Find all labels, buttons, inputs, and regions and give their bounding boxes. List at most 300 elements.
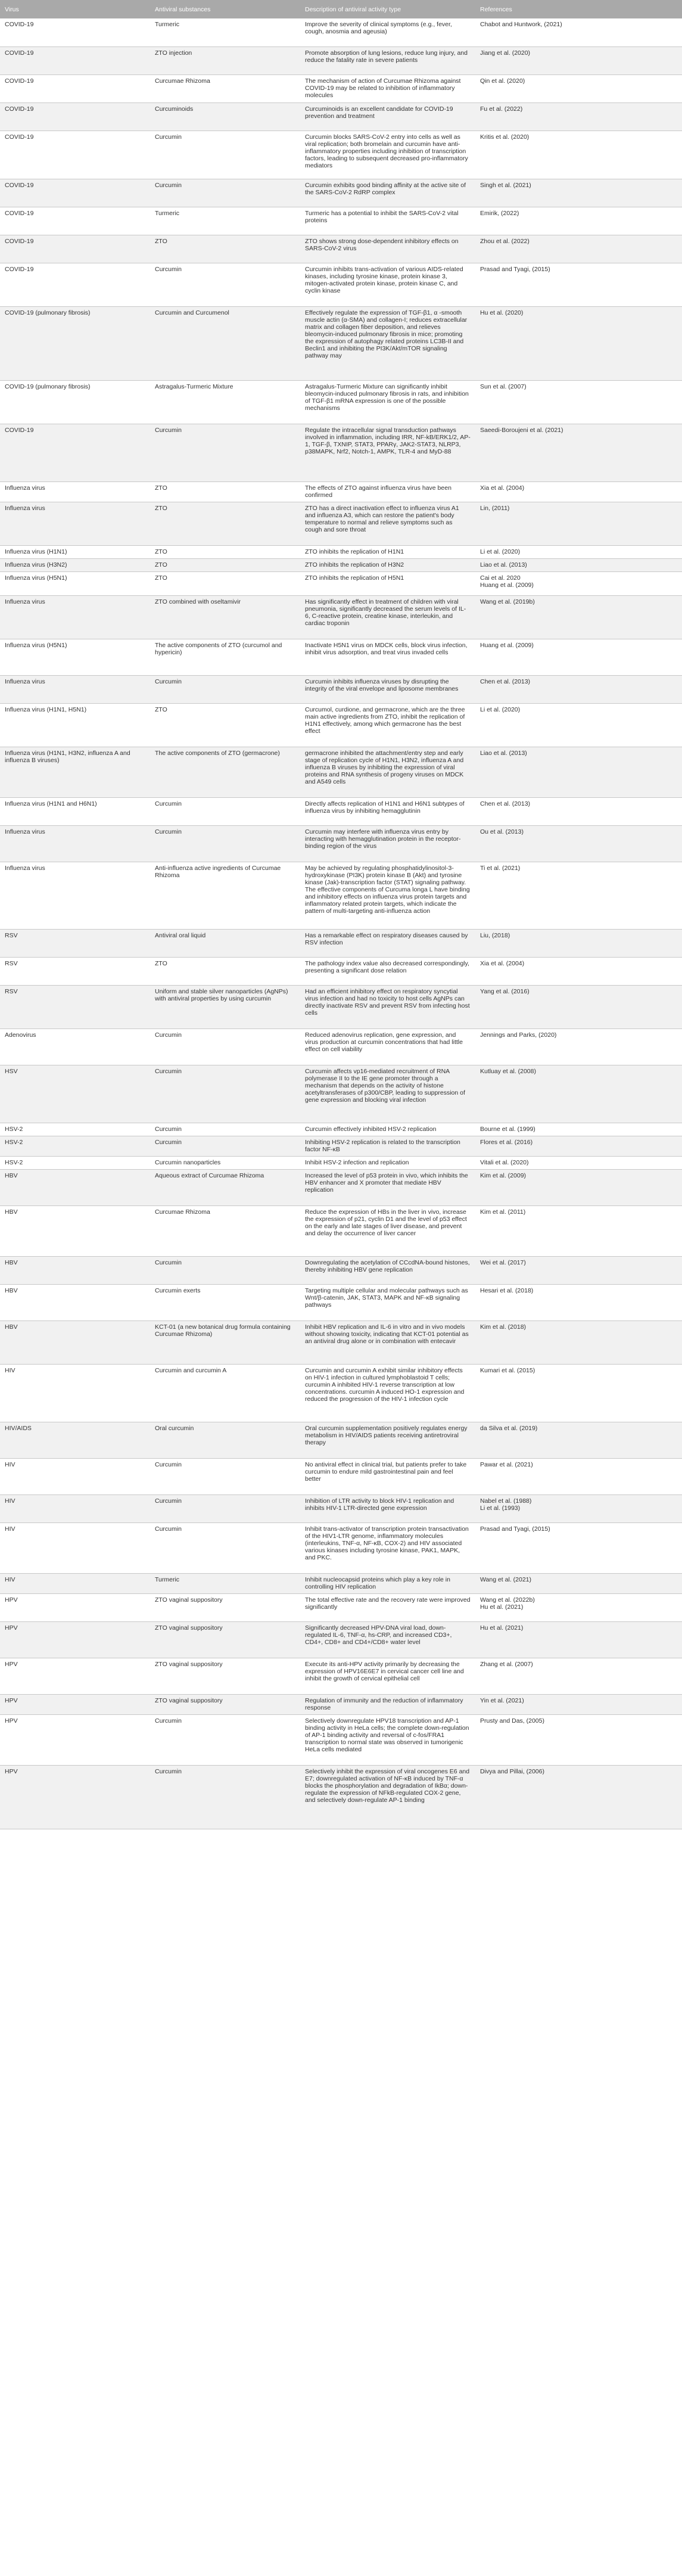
cell-virus: Influenza virus (H1N1 and H6N1) bbox=[0, 797, 150, 825]
cell-virus: HBV bbox=[0, 1256, 150, 1284]
cell-virus: Influenza virus (H1N1) bbox=[0, 545, 150, 558]
table-row bbox=[0, 74, 682, 102]
cell-references bbox=[475, 207, 682, 235]
cell-references bbox=[475, 18, 682, 46]
cell-substance: Curcumin bbox=[150, 1028, 300, 1065]
cell-description: ZTO shows strong dose-dependent inhibitory effects on SARS-CoV-2 virus bbox=[300, 235, 475, 263]
cell-references bbox=[475, 1494, 682, 1522]
table-row bbox=[0, 675, 682, 703]
cell-description: germacrone inhibited the attachment/entry step and early stage of replication cycle of H1N1, H3N2, influenza A and influenza B viruses by inhibiting the expression of viral proteins and RNA synthesis of progeny viruses on MDCK and A549 cells bbox=[300, 747, 475, 797]
cell-description: Astragalus-Turmeric Mixture can significantly inhibit bleomycin-induced pulmonary fibrosis in rats, and inhibition of TGF-β1 mRNA expression is one of the possible mechanisms bbox=[300, 380, 475, 424]
reference-link[interactable]: Yang et al. (2016) bbox=[480, 987, 530, 995]
cell-substance: Curcumin bbox=[150, 825, 300, 862]
cell-virus: Influenza virus bbox=[0, 825, 150, 862]
cell-substance: ZTO vaginal suppository bbox=[150, 1658, 300, 1694]
table-body bbox=[0, 18, 682, 1829]
cell-references bbox=[475, 1458, 682, 1494]
cell-virus: COVID-19 bbox=[0, 424, 150, 481]
cell-references bbox=[475, 1621, 682, 1658]
table-row bbox=[0, 571, 682, 595]
reference-link[interactable]: Jiang et al. (2020) bbox=[480, 49, 531, 57]
table-row bbox=[0, 1320, 682, 1364]
cell-virus: RSV bbox=[0, 929, 150, 957]
table-row bbox=[0, 1621, 682, 1658]
cell-virus: Influenza virus (H5N1) bbox=[0, 639, 150, 675]
cell-substance: Aqueous extract of Curcumae Rhizoma bbox=[150, 1169, 300, 1205]
table-row bbox=[0, 424, 682, 481]
reference-link[interactable]: Liao et al. (2013) bbox=[480, 561, 527, 568]
cell-virus: COVID-19 bbox=[0, 18, 150, 46]
cell-references bbox=[475, 380, 682, 424]
reference-link[interactable]: Cai et al. 2020 bbox=[480, 574, 521, 582]
cell-substance: ZTO bbox=[150, 558, 300, 571]
table-row bbox=[0, 1028, 682, 1065]
cell-description: ZTO inhibits the replication of H5N1 bbox=[300, 571, 475, 595]
cell-substance: Curcumin bbox=[150, 424, 300, 481]
cell-substance: Astragalus-Turmeric Mixture bbox=[150, 380, 300, 424]
cell-substance: The active components of ZTO (curcumol and hypericin) bbox=[150, 639, 300, 675]
cell-virus: HPV bbox=[0, 1714, 150, 1765]
cell-description: Inactivate H5N1 virus on MDCK cells, block virus infection, inhibit virus adsorption, and treat virus invaded cells bbox=[300, 639, 475, 675]
cell-references bbox=[475, 1522, 682, 1573]
table-row bbox=[0, 306, 682, 380]
table-row bbox=[0, 929, 682, 957]
reference-link[interactable]: Flores et al. (2016) bbox=[480, 1138, 533, 1146]
cell-description: Regulate the intracellular signal transduction pathways involved in inflammation, including IRR, NF-kB/ERK1/2, AP-1, TGF-β, TXNIP, STAT3, PPARγ, JAK2-STAT3, NLRP3, p38MAPK, Nrf2, Notch-1, AMPK, TLR-4 and MyD-88 bbox=[300, 424, 475, 481]
reference-link[interactable]: Chabot and Huntwork, (2021) bbox=[480, 21, 562, 28]
reference-link[interactable]: Kim et al. (2009) bbox=[480, 1172, 527, 1179]
cell-description: Curcuminoids is an excellent candidate for COVID-19 prevention and treatment bbox=[300, 102, 475, 130]
table-header bbox=[0, 0, 682, 18]
cell-description: Inhibit nucleocapsid proteins which play a key role in controlling HIV replication bbox=[300, 1573, 475, 1593]
table-row bbox=[0, 545, 682, 558]
cell-virus: HPV bbox=[0, 1621, 150, 1658]
table-row bbox=[0, 1573, 682, 1593]
table-row bbox=[0, 1136, 682, 1156]
cell-description: Had an efficient inhibitory effect on respiratory syncytial virus infection and had no toxicity to host cells AgNPs can directly inactivate RSV and prevent RSV from infecting host cells bbox=[300, 985, 475, 1028]
reference-link[interactable]: Divya and Pillai, (2006) bbox=[480, 1767, 544, 1775]
reference-link[interactable]: Wang et al. (2019b) bbox=[480, 598, 535, 605]
table-row bbox=[0, 1284, 682, 1320]
cell-references bbox=[475, 130, 682, 179]
cell-references bbox=[475, 306, 682, 380]
table-row bbox=[0, 235, 682, 263]
cell-substance: ZTO bbox=[150, 235, 300, 263]
cell-references bbox=[475, 1714, 682, 1765]
reference-link[interactable]: da Silva et al. (2019) bbox=[480, 1424, 538, 1432]
cell-virus: HSV-2 bbox=[0, 1136, 150, 1156]
table-row bbox=[0, 703, 682, 747]
cell-virus: Influenza virus (H1N1, H3N2, influenza A and influenza B viruses) bbox=[0, 747, 150, 797]
reference-link[interactable]: Bourne et al. (1999) bbox=[480, 1125, 535, 1133]
cell-substance: Curcumin nanoparticles bbox=[150, 1156, 300, 1169]
table-row bbox=[0, 130, 682, 179]
reference-link[interactable]: Prasad and Tyagi, (2015) bbox=[480, 1525, 550, 1533]
cell-substance: ZTO bbox=[150, 481, 300, 502]
reference-link[interactable]: Singh et al. (2021) bbox=[480, 181, 531, 189]
cell-substance: The active components of ZTO (germacrone) bbox=[150, 747, 300, 797]
cell-virus: Influenza virus bbox=[0, 595, 150, 639]
cell-substance: ZTO vaginal suppository bbox=[150, 1593, 300, 1621]
cell-references bbox=[475, 1573, 682, 1593]
cell-description: Inhibiting HSV-2 replication is related to the transcription factor NF-κB bbox=[300, 1136, 475, 1156]
cell-references bbox=[475, 1123, 682, 1136]
cell-description: Promote absorption of lung lesions, reduce lung injury, and reduce the fatality rate in severe patients bbox=[300, 46, 475, 74]
cell-substance: ZTO injection bbox=[150, 46, 300, 74]
table-row bbox=[0, 797, 682, 825]
table-row bbox=[0, 179, 682, 207]
cell-substance: Curcumae Rhizoma bbox=[150, 74, 300, 102]
cell-virus: HIV bbox=[0, 1573, 150, 1593]
cell-substance: Curcumin bbox=[150, 1458, 300, 1494]
cell-substance: Oral curcumin bbox=[150, 1422, 300, 1458]
reference-link[interactable]: Pawar et al. (2021) bbox=[480, 1461, 533, 1468]
cell-substance: ZTO combined with oseltamivir bbox=[150, 595, 300, 639]
cell-virus: Influenza virus (H5N1) bbox=[0, 571, 150, 595]
cell-substance: Antiviral oral liquid bbox=[150, 929, 300, 957]
cell-substance: ZTO vaginal suppository bbox=[150, 1694, 300, 1714]
reference-link[interactable]: Xia et al. (2004) bbox=[480, 959, 525, 967]
cell-references bbox=[475, 102, 682, 130]
cell-references bbox=[475, 1205, 682, 1256]
reference-link[interactable]: Huang et al. (2009) bbox=[480, 581, 534, 589]
cell-substance: Turmeric bbox=[150, 18, 300, 46]
reference-link[interactable]: Li et al. (1993) bbox=[480, 1504, 521, 1512]
table-row bbox=[0, 825, 682, 862]
cell-substance: Curcuminoids bbox=[150, 102, 300, 130]
cell-description: Has a remarkable effect on respiratory diseases caused by RSV infection bbox=[300, 929, 475, 957]
cell-references bbox=[475, 179, 682, 207]
cell-virus: HBV bbox=[0, 1284, 150, 1320]
reference-link[interactable]: Liao et al. (2013) bbox=[480, 749, 527, 757]
cell-description: Reduce the expression of HBs in the liver in vivo, increase the expression of p21, cyclin D1 and the level of p53 effect on the early and late stages of liver disease, and prevent and delay the occurrence of liver cancer bbox=[300, 1205, 475, 1256]
reference-link[interactable]: Wang et al. (2022b) bbox=[480, 1596, 535, 1604]
cell-references bbox=[475, 545, 682, 558]
table-row bbox=[0, 1364, 682, 1422]
cell-references bbox=[475, 862, 682, 929]
cell-virus: COVID-19 (pulmonary fibrosis) bbox=[0, 306, 150, 380]
reference-link[interactable]: Yin et al. (2021) bbox=[480, 1696, 524, 1704]
cell-virus: HPV bbox=[0, 1694, 150, 1714]
cell-virus: COVID-19 bbox=[0, 263, 150, 306]
cell-references bbox=[475, 502, 682, 545]
reference-link[interactable]: Sun et al. (2007) bbox=[480, 383, 527, 390]
reference-link[interactable]: Hu et al. (2020) bbox=[480, 309, 524, 316]
reference-link[interactable]: Qin et al. (2020) bbox=[480, 77, 525, 85]
cell-substance: Turmeric bbox=[150, 1573, 300, 1593]
cell-substance: Curcumin bbox=[150, 1256, 300, 1284]
cell-substance: Uniform and stable silver nanoparticles (AgNPs) with antiviral properties by using curcumin bbox=[150, 985, 300, 1028]
cell-substance: Curcumae Rhizoma bbox=[150, 1205, 300, 1256]
cell-substance: Curcumin bbox=[150, 263, 300, 306]
reference-link[interactable]: Nabel et al. (1988) bbox=[480, 1497, 532, 1505]
cell-description: Curcumin and curcumin A exhibit similar inhibitory effects on HIV-1 infection in cultured lymphoblastoid T cells; curcumin A inhibited HIV-1 reverse transcription at low concentrations. curcumin A induced HO-1 expression and reduced the progression of the HIV-1 infection cycle bbox=[300, 1364, 475, 1422]
cell-description: No antiviral effect in clinical trial, but patients prefer to take curcumin to endure mild gastrointestinal pain and feel better bbox=[300, 1458, 475, 1494]
cell-description: ZTO has a direct inactivation effect to influenza virus A1 and influenza A3, which can restore the patient's body temperature to normal and relieve symptoms such as cough and sore throat bbox=[300, 502, 475, 545]
cell-description: The pathology index value also decreased correspondingly, presenting a significant dose relation bbox=[300, 957, 475, 985]
cell-virus: HSV-2 bbox=[0, 1156, 150, 1169]
reference-link[interactable]: Wei et al. (2017) bbox=[480, 1259, 526, 1266]
cell-references bbox=[475, 1364, 682, 1422]
cell-description: Significantly decreased HPV-DNA viral load, down-regulated IL-6, TNF-α, hs-CRP, and increased CD3+, CD4+, CD8+ and CD4+/CD8+ water level bbox=[300, 1621, 475, 1658]
cell-substance: Curcumin bbox=[150, 1522, 300, 1573]
cell-substance: Curcumin and Curcumenol bbox=[150, 306, 300, 380]
cell-substance: Curcumin bbox=[150, 1765, 300, 1829]
table-row bbox=[0, 1658, 682, 1694]
cell-virus: Influenza virus bbox=[0, 481, 150, 502]
cell-substance: Curcumin bbox=[150, 1123, 300, 1136]
reference-link[interactable]: Zhang et al. (2007) bbox=[480, 1660, 533, 1668]
cell-references bbox=[475, 1169, 682, 1205]
table-row bbox=[0, 1522, 682, 1573]
cell-references bbox=[475, 1593, 682, 1621]
cell-substance: Curcumin bbox=[150, 130, 300, 179]
cell-substance: ZTO bbox=[150, 545, 300, 558]
cell-virus: HSV-2 bbox=[0, 1123, 150, 1136]
cell-virus: HBV bbox=[0, 1205, 150, 1256]
cell-substance: ZTO bbox=[150, 703, 300, 747]
cell-substance: Turmeric bbox=[150, 207, 300, 235]
cell-description: Curcumin blocks SARS-CoV-2 entry into cells as well as viral replication; both bromelain and curcumin have anti-inflammatory properties including inhibition of transcription factors, leading to subsequent decreased pro-inflammatory mediators bbox=[300, 130, 475, 179]
reference-link[interactable]: Vitali et al. (2020) bbox=[480, 1158, 529, 1166]
table-row bbox=[0, 862, 682, 929]
cell-description: Curcumin affects vp16-mediated recruitment of RNA polymerase II to the IE gene promoter through a mechanism that depends on the activity of histone acetyltransferases of p300/CBP, leading to suppression of gene expression and blocking viral infection bbox=[300, 1065, 475, 1123]
cell-references bbox=[475, 1422, 682, 1458]
cell-virus: Influenza virus (H3N2) bbox=[0, 558, 150, 571]
cell-description: Curcumin effectively inhibited HSV-2 replication bbox=[300, 1123, 475, 1136]
cell-virus: COVID-19 (pulmonary fibrosis) bbox=[0, 380, 150, 424]
table-row bbox=[0, 1256, 682, 1284]
table-row bbox=[0, 639, 682, 675]
cell-virus: RSV bbox=[0, 957, 150, 985]
header-virus: Virus bbox=[0, 0, 150, 18]
cell-references bbox=[475, 235, 682, 263]
cell-description: Curcumin inhibits influenza viruses by disrupting the integrity of the viral envelope and liposome membranes bbox=[300, 675, 475, 703]
cell-references bbox=[475, 46, 682, 74]
cell-references bbox=[475, 639, 682, 675]
table-row bbox=[0, 985, 682, 1028]
cell-references bbox=[475, 1256, 682, 1284]
header-description: Description of antiviral activity type bbox=[300, 0, 475, 18]
cell-virus: Influenza virus bbox=[0, 862, 150, 929]
cell-description: Selectively downregulate HPV18 transcription and AP-1 binding activity in HeLa cells; the complete down-regulation of AP-1 binding activity and reversal of c-fos/FRA1 transcription to normal state was observed in tumorigenic HeLa cells mediated bbox=[300, 1714, 475, 1765]
reference-link[interactable]: Kumari et al. (2015) bbox=[480, 1366, 535, 1374]
cell-substance: Curcumin bbox=[150, 797, 300, 825]
reference-link[interactable]: Saeedi-Boroujeni et al. (2021) bbox=[480, 426, 563, 434]
reference-link[interactable]: Zhou et al. (2022) bbox=[480, 237, 530, 245]
cell-description: Targeting multiple cellular and molecular pathways such as Wnt/β-catenin, JAK, STAT3, MAPK and NF-κB signaling pathways bbox=[300, 1284, 475, 1320]
table-row bbox=[0, 380, 682, 424]
cell-description: Curcumin may interfere with influenza virus entry by interacting with hemagglutination protein in the receptor-binding region of the virus bbox=[300, 825, 475, 862]
reference-link[interactable]: Hu et al. (2021) bbox=[480, 1603, 524, 1611]
cell-references bbox=[475, 985, 682, 1028]
cell-substance: Anti-influenza active ingredients of Curcumae Rhizoma bbox=[150, 862, 300, 929]
cell-description: Oral curcumin supplementation positively regulates energy metabolism in HIV/AIDS patients receiving antiretroviral therapy bbox=[300, 1422, 475, 1458]
table-row bbox=[0, 747, 682, 797]
reference-link[interactable]: Kritis et al. (2020) bbox=[480, 133, 530, 141]
cell-virus: COVID-19 bbox=[0, 235, 150, 263]
cell-references bbox=[475, 595, 682, 639]
cell-virus: HBV bbox=[0, 1320, 150, 1364]
cell-description: Improve the severity of clinical symptoms (e.g., fever, cough, anosmia and ageusia) bbox=[300, 18, 475, 46]
table-row bbox=[0, 957, 682, 985]
table-row bbox=[0, 1205, 682, 1256]
cell-description: Curcumin exhibits good binding affinity at the active site of the SARS-CoV-2 RdRP complex bbox=[300, 179, 475, 207]
cell-virus: COVID-19 bbox=[0, 179, 150, 207]
reference-link[interactable]: Prasad and Tyagi, (2015) bbox=[480, 265, 550, 273]
cell-references bbox=[475, 1156, 682, 1169]
table-row bbox=[0, 1065, 682, 1123]
cell-substance: Curcumin bbox=[150, 675, 300, 703]
reference-link[interactable]: Hu et al. (2021) bbox=[480, 1624, 524, 1632]
cell-references bbox=[475, 675, 682, 703]
table-row bbox=[0, 46, 682, 74]
cell-virus: Influenza virus bbox=[0, 675, 150, 703]
reference-link[interactable]: Huang et al. (2009) bbox=[480, 641, 534, 649]
cell-references bbox=[475, 747, 682, 797]
cell-virus: RSV bbox=[0, 985, 150, 1028]
reference-link[interactable]: Kutluay et al. (2008) bbox=[480, 1067, 536, 1075]
table-row bbox=[0, 1123, 682, 1136]
cell-virus: HPV bbox=[0, 1765, 150, 1829]
table-row bbox=[0, 481, 682, 502]
table-row bbox=[0, 1422, 682, 1458]
cell-virus: HPV bbox=[0, 1658, 150, 1694]
table-row bbox=[0, 1593, 682, 1621]
cell-references bbox=[475, 797, 682, 825]
cell-virus: HPV bbox=[0, 1593, 150, 1621]
header-antiviral-substances: Antiviral substances bbox=[150, 0, 300, 18]
cell-substance: ZTO vaginal suppository bbox=[150, 1621, 300, 1658]
cell-substance: Curcumin bbox=[150, 1065, 300, 1123]
cell-virus: HIV bbox=[0, 1364, 150, 1422]
header-references: References bbox=[475, 0, 682, 18]
cell-description: Reduced adenovirus replication, gene expression, and virus production at curcumin concentrations that had little effect on cell viability bbox=[300, 1028, 475, 1065]
cell-virus: Influenza virus (H1N1, H5N1) bbox=[0, 703, 150, 747]
reference-link[interactable]: Li et al. (2020) bbox=[480, 706, 521, 713]
cell-description: ZTO inhibits the replication of H3N2 bbox=[300, 558, 475, 571]
cell-substance: ZTO bbox=[150, 571, 300, 595]
reference-link[interactable]: Prusty and Das, (2005) bbox=[480, 1717, 544, 1724]
cell-references bbox=[475, 424, 682, 481]
reference-link[interactable]: Chen et al. (2013) bbox=[480, 678, 531, 685]
table-row bbox=[0, 102, 682, 130]
cell-references bbox=[475, 929, 682, 957]
cell-references bbox=[475, 1065, 682, 1123]
cell-references bbox=[475, 1028, 682, 1065]
cell-virus: HIV bbox=[0, 1458, 150, 1494]
cell-references bbox=[475, 1694, 682, 1714]
cell-virus: HIV/AIDS bbox=[0, 1422, 150, 1458]
cell-description: ZTO inhibits the replication of H1N1 bbox=[300, 545, 475, 558]
reference-link[interactable]: Li et al. (2020) bbox=[480, 548, 521, 555]
cell-description: Regulation of immunity and the reduction of inflammatory response bbox=[300, 1694, 475, 1714]
cell-references bbox=[475, 1136, 682, 1156]
cell-substance: Curcumin and curcumin A bbox=[150, 1364, 300, 1422]
cell-virus: HIV bbox=[0, 1494, 150, 1522]
cell-substance: KCT-01 (a new botanical drug formula containing Curcumae Rhizoma) bbox=[150, 1320, 300, 1364]
table-row bbox=[0, 502, 682, 545]
cell-substance: Curcumin bbox=[150, 179, 300, 207]
reference-link[interactable]: Jennings and Parks, (2020) bbox=[480, 1031, 557, 1039]
cell-virus: COVID-19 bbox=[0, 46, 150, 74]
cell-description: Turmeric has a potential to inhibit the SARS-CoV-2 vital proteins bbox=[300, 207, 475, 235]
cell-description: Directly affects replication of H1N1 and H6N1 subtypes of influenza virus by inhibiting hemagglutinin bbox=[300, 797, 475, 825]
cell-references bbox=[475, 1320, 682, 1364]
reference-link[interactable]: Ti et al. (2021) bbox=[480, 864, 521, 872]
cell-substance: ZTO bbox=[150, 502, 300, 545]
table-row bbox=[0, 1494, 682, 1522]
cell-description: Curcumin inhibits trans-activation of various AIDS-related kinases, including tyrosine kinase, protein kinase 3, mitogen-activated protein kinase, protein kinase C, and cyclin kinase bbox=[300, 263, 475, 306]
cell-virus: COVID-19 bbox=[0, 74, 150, 102]
cell-description: Inhibition of LTR activity to block HIV-1 replication and inhibits HIV-1 LTR-directed gene expression bbox=[300, 1494, 475, 1522]
cell-description: Inhibit HSV-2 infection and replication bbox=[300, 1156, 475, 1169]
reference-link[interactable]: Emirik, (2022) bbox=[480, 209, 519, 217]
table-row bbox=[0, 595, 682, 639]
reference-link[interactable]: Kim et al. (2018) bbox=[480, 1323, 527, 1331]
table-row bbox=[0, 263, 682, 306]
cell-description: Downregulating the acetylation of CCcdNA-bound histones, thereby inhibiting HBV gene replication bbox=[300, 1256, 475, 1284]
table-row bbox=[0, 18, 682, 46]
reference-link[interactable]: Fu et al. (2022) bbox=[480, 105, 523, 113]
reference-link[interactable]: Ou et al. (2013) bbox=[480, 828, 524, 835]
cell-references bbox=[475, 1765, 682, 1829]
table-row bbox=[0, 1156, 682, 1169]
cell-virus: COVID-19 bbox=[0, 102, 150, 130]
table-row bbox=[0, 207, 682, 235]
cell-description: The mechanism of action of Curcumae Rhizoma against COVID-19 may be related to inhibition of inflammatory molecules bbox=[300, 74, 475, 102]
cell-virus: COVID-19 bbox=[0, 207, 150, 235]
cell-description: Effectively regulate the expression of TGF-β1, α -smooth muscle actin (α-SMA) and collagen-I; reduces extracellular matrix and collagen fiber deposition, and relieves bleomycin-induced pulmonary fibrosis in mice; promoting the expression of autophagy related proteins LC3B-II and Beclin1 and inhibiting the PI3K/Akt/mTOR signaling pathway may bbox=[300, 306, 475, 380]
cell-references bbox=[475, 263, 682, 306]
cell-description: Has significantly effect in treatment of children with viral pneumonia, significantly decreased the serum levels of IL-6, C-reactive protein, creatine kinase, interleukin, and cardiac troponin bbox=[300, 595, 475, 639]
cell-description: Selectively inhibit the expression of viral oncogenes E6 and E7; downregulated activation of NF-κB induced by TNF-α blocks the phosphorylation and degradation of IkBα; down-regulate the expression of NFkB-regulated COX-2 gene, and selectively down-regulate AP-1 binding bbox=[300, 1765, 475, 1829]
cell-virus: HIV bbox=[0, 1522, 150, 1573]
header-row bbox=[0, 0, 682, 18]
reference-link[interactable]: Chen et al. (2013) bbox=[480, 800, 531, 807]
reference-link[interactable]: Liu, (2018) bbox=[480, 931, 510, 939]
reference-link[interactable]: Kim et al. (2011) bbox=[480, 1208, 526, 1216]
cell-virus: Adenovirus bbox=[0, 1028, 150, 1065]
table-row bbox=[0, 558, 682, 571]
cell-virus: COVID-19 bbox=[0, 130, 150, 179]
cell-description: The total effective rate and the recovery rate were improved significantly bbox=[300, 1593, 475, 1621]
reference-link[interactable]: Xia et al. (2004) bbox=[480, 484, 525, 492]
reference-link[interactable]: Wang et al. (2021) bbox=[480, 1576, 531, 1583]
cell-description: Increased the level of p53 protein in vivo, which inhibits the HBV enhancer and X promoter that mediate HBV replication bbox=[300, 1169, 475, 1205]
table-row bbox=[0, 1694, 682, 1714]
table-row bbox=[0, 1169, 682, 1205]
reference-link[interactable]: Hesari et al. (2018) bbox=[480, 1287, 534, 1294]
cell-virus: Influenza virus bbox=[0, 502, 150, 545]
cell-references bbox=[475, 825, 682, 862]
cell-substance: Curcumin bbox=[150, 1136, 300, 1156]
cell-substance: Curcumin bbox=[150, 1714, 300, 1765]
cell-virus: HBV bbox=[0, 1169, 150, 1205]
cell-description: Inhibit trans-activator of transcription protein transactivation of the HIV1-LTR genome, inflammatory molecules (interleukins, TNF-α, NF-κB, COX-2) and HIV associated various kinases including tyrosine kinase, PAK1, MAPK, and PKC. bbox=[300, 1522, 475, 1573]
cell-references bbox=[475, 74, 682, 102]
table-row bbox=[0, 1458, 682, 1494]
cell-description: Execute its anti-HPV activity primarily by decreasing the expression of HPV16E6E7 in cervical cancer cell line and inhibit the growth of cervical epithelial cell bbox=[300, 1658, 475, 1694]
cell-description: Curcumol, curdione, and germacrone, which are the three main active ingredients from ZTO, inhibit the replication of H1N1 effectively, among which germacrone has the best effect bbox=[300, 703, 475, 747]
cell-substance: Curcumin exerts bbox=[150, 1284, 300, 1320]
table-row bbox=[0, 1765, 682, 1829]
reference-link[interactable]: Lin, (2011) bbox=[480, 504, 510, 512]
cell-substance: Curcumin bbox=[150, 1494, 300, 1522]
cell-references bbox=[475, 558, 682, 571]
cell-references bbox=[475, 571, 682, 595]
cell-references bbox=[475, 703, 682, 747]
